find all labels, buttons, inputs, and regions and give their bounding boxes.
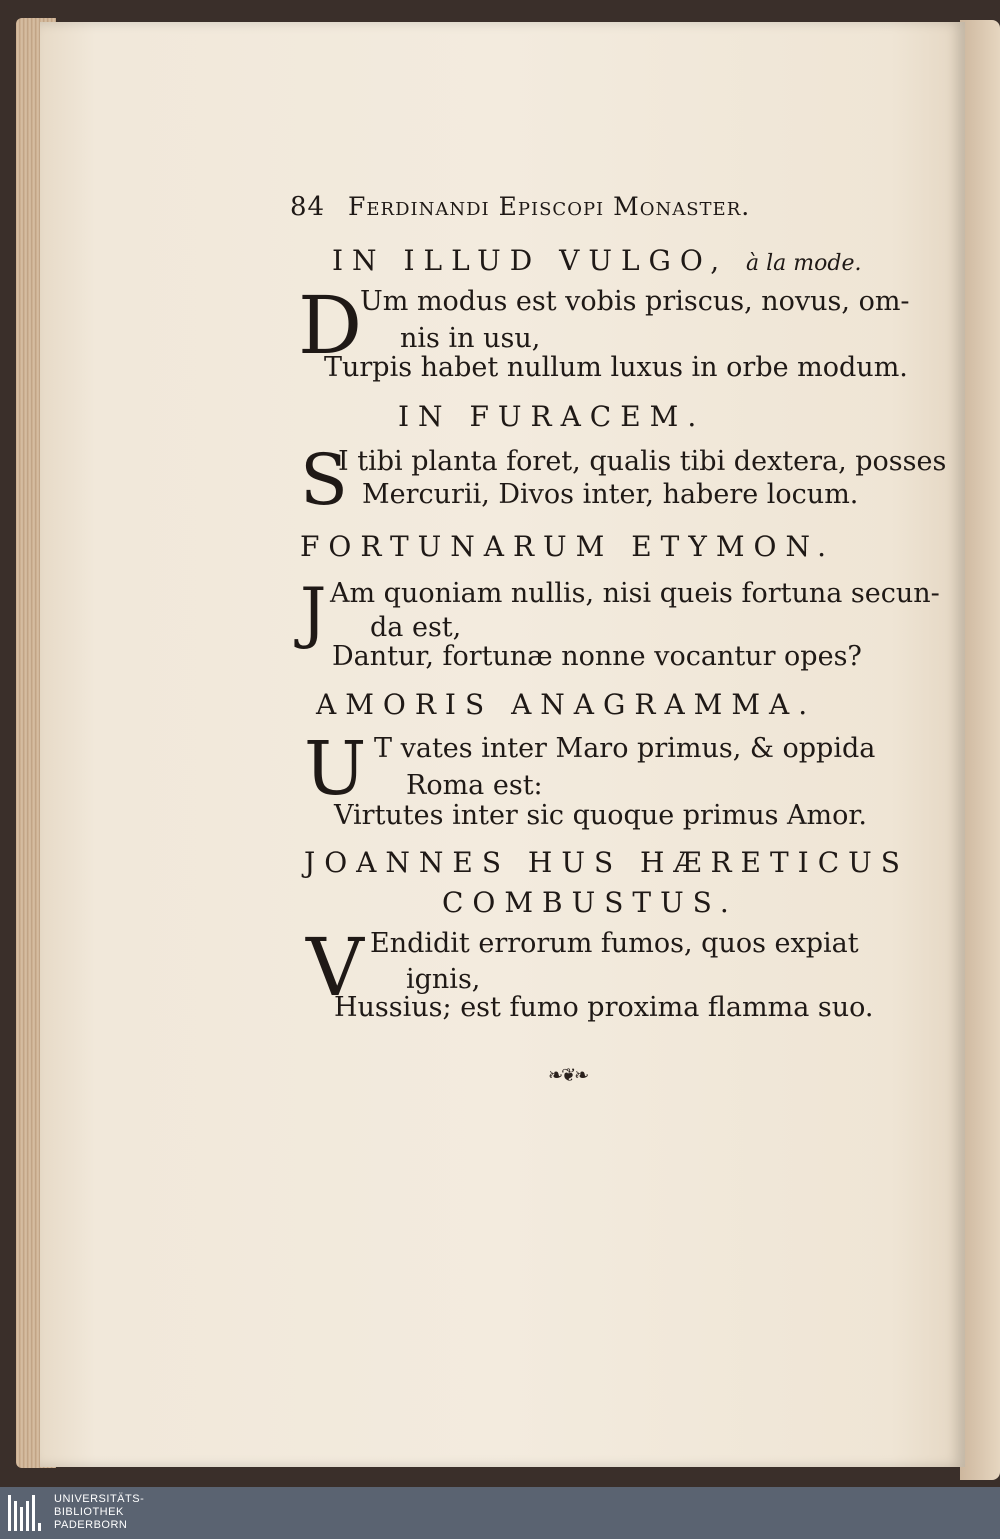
- library-logo-icon: [8, 1495, 44, 1531]
- poem-5-line-2: ignis,: [406, 964, 481, 995]
- page-number: 84: [290, 192, 326, 222]
- facing-page-edge: [960, 20, 1000, 1480]
- printer-ornament: ❧❦❧: [548, 1065, 588, 1086]
- running-title: Ferdinandi Episcopi Monaster.: [348, 192, 751, 221]
- library-name: UNIVERSITÄTS- BIBLIOTHEK PADERBORN: [54, 1493, 145, 1531]
- poem-title-1: IN ILLUD VULGO, à la mode.: [332, 244, 862, 277]
- drop-cap-2: S: [300, 439, 348, 521]
- poem-1-line-3: Turpis habet nullum luxus in orbe modum.: [324, 352, 908, 383]
- poem-3-line-3: Dantur, fortunæ nonne vocantur opes?: [332, 641, 862, 672]
- poem-2-line-1: I tibi planta foret, qualis tibi dextera, posses: [338, 446, 947, 477]
- poem-title-5: JOANNES HUS HÆRETICUS: [304, 846, 909, 879]
- library-footer-bar: [0, 1487, 1000, 1539]
- drop-cap-1: D: [298, 279, 363, 372]
- poem-5-line-1: Endidit errorum fumos, quos expiat: [370, 928, 859, 959]
- drop-cap-3: J: [300, 574, 327, 651]
- running-header: [290, 192, 750, 222]
- drop-cap-5: V: [306, 921, 364, 1014]
- poem-4-line-1: T vates inter Maro primus, & oppida: [374, 733, 876, 764]
- poem-title-3: FORTUNARUM ETYMON.: [300, 530, 836, 563]
- drop-cap-4: U: [304, 726, 367, 812]
- poem-1-line-1: Um modus est vobis priscus, novus, om-: [360, 286, 910, 317]
- poem-title-2: IN FURACEM.: [398, 400, 706, 433]
- poem-2-line-2: Mercurii, Divos inter, habere locum.: [362, 479, 859, 510]
- poem-5-line-3: Hussius; est fumo proxima flamma suo.: [334, 992, 874, 1023]
- poem-4-line-2: Roma est:: [406, 770, 543, 801]
- poem-4-line-3: Virtutes inter sic quoque primus Amor.: [334, 800, 867, 831]
- poem-3-line-2: da est,: [370, 612, 462, 643]
- poem-title-1-italic: à la mode.: [746, 251, 862, 276]
- poem-title-5-line-2: COMBUSTUS.: [442, 886, 738, 919]
- poem-1-line-2: nis in usu,: [400, 323, 541, 354]
- poem-3-line-1: Am quoniam nullis, nisi queis fortuna secun-: [330, 578, 940, 609]
- poem-title-4: AMORIS ANAGRAMMA.: [316, 688, 817, 721]
